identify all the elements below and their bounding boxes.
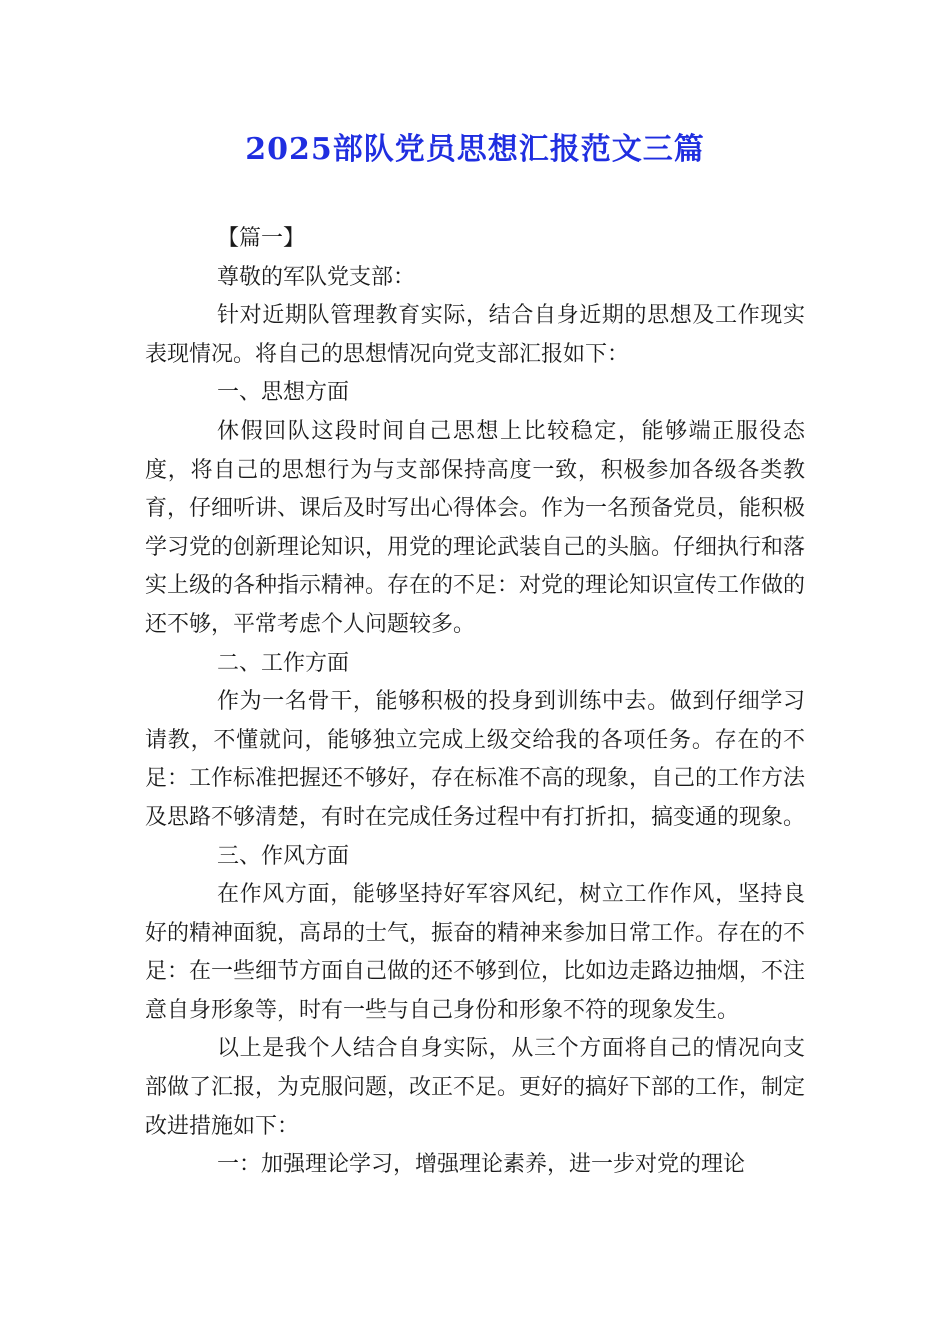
document-title: 2025部队党员思想汇报范文三篇 bbox=[245, 132, 705, 167]
salutation: 尊敬的军队党支部： bbox=[217, 264, 416, 290]
subheading-thought: 一、思想方面 bbox=[217, 380, 350, 406]
paragraph-style: 在作风方面，能够坚持好军容风纪，树立工作作风，坚持良好的精神面貌，高昂的士气，振奋的精神来参加日常工作。存在的不足：在一些细节方面自己做的还不够到位，比如边走路边抽烟，不注意自身形象等，时有一些与自己身份和形象不符的现象发生。 bbox=[145, 882, 806, 1023]
subheading-work: 二、工作方面 bbox=[217, 650, 350, 676]
paragraph-intro: 针对近期队管理教育实际，结合自身近期的思想及工作现实表现情况。将自己的思想情况向党支部汇报如下： bbox=[145, 303, 805, 367]
paragraph-measure-one: 一：加强理论学习，增强理论素养，进一步对党的理论 bbox=[217, 1152, 746, 1178]
paragraph-thought: 休假回队这段时间自己思想上比较稳定，能够端正服役态度，将自己的思想行为与支部保持高度一致，积极参加各级各类教育，仔细听讲、课后及时写出心得体会。作为一名预备党员，能积极学习党的创新理论知识，用党的理论武装自己的头脑。仔细执行和落实上级的各种指示精神。存在的不足：对党的理论知识宣传工作做的还不够，平常考虑个人问题较多。 bbox=[145, 418, 806, 637]
paragraph-summary: 以上是我个人结合自身实际，从三个方面将自己的情况向支部做了汇报，为克服问题，改正不足。更好的搞好下部的工作，制定改进措施如下： bbox=[145, 1036, 806, 1139]
paragraph-work: 作为一名骨干，能够积极的投身到训练中去。做到仔细学习请教，不懂就问，能够独立完成上级交给我的各项任务。存在的不足：工作标准把握还不够好，存在标准不高的现象，自己的工作方法及思路不够清楚，有时在完成任务过程中有打折扣，搞变通的现象。 bbox=[145, 689, 806, 830]
subheading-style: 三、作风方面 bbox=[217, 843, 350, 869]
document-body bbox=[145, 220, 805, 1185]
section-heading-part-one: 【篇一】 bbox=[217, 226, 306, 251]
